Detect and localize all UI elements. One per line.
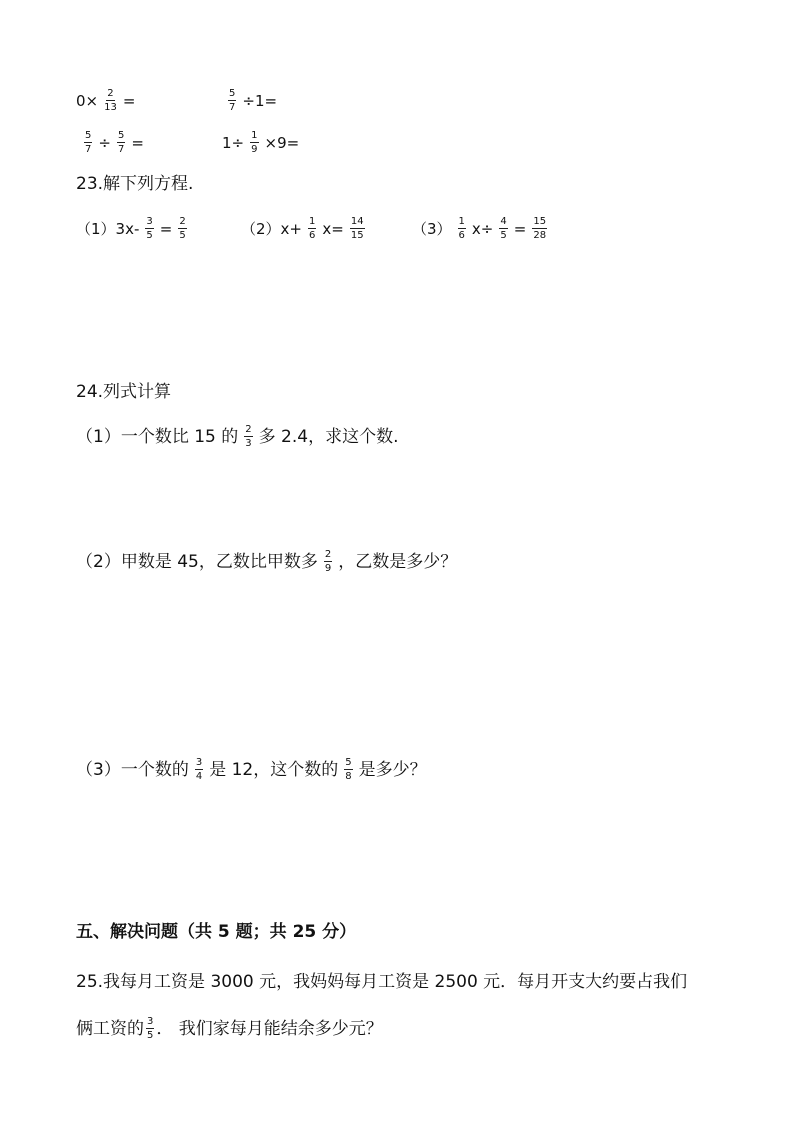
expr-text: = — [122, 91, 136, 110]
q23-eq3 — [412, 216, 553, 241]
problem-text: （1）一个数比 15 的 — [76, 426, 239, 447]
fraction: $\frac{1}{9}$ — [251, 130, 258, 155]
q22-row1-left — [76, 88, 135, 113]
problem-text: 是多少？ — [358, 759, 427, 780]
fraction: $\frac{2}{9}$ — [324, 549, 332, 574]
fraction: $\frac{14}{15}$ — [350, 216, 364, 241]
fraction: $\frac{5}{8}$ — [345, 757, 352, 782]
expr-text: = — [131, 133, 144, 152]
expr-text: 0× — [76, 91, 99, 110]
q24-part2 — [76, 549, 457, 574]
expr-text: 1÷ — [222, 133, 245, 152]
q23-heading: 23.解下列方程. — [76, 174, 194, 194]
fraction: $\frac{3}{5}$ — [146, 216, 153, 241]
fraction: $\frac{3}{5}$ — [147, 1016, 154, 1041]
fraction: $\frac{1}{6}$ — [458, 216, 465, 241]
q22-row2-right — [222, 130, 299, 155]
expr-text: x= — [322, 219, 344, 238]
q25-line2 — [76, 1016, 383, 1041]
problem-text: ． 我们家每月能结余多少元？ — [156, 1018, 383, 1039]
q22-row1-right — [222, 88, 277, 113]
fraction: $\frac{5}{7}$ — [229, 88, 236, 113]
q23-eq2 — [241, 216, 371, 241]
q23-eq1 — [76, 216, 193, 241]
fraction: $\frac{2}{13}$ — [104, 88, 117, 113]
expr-text: （3） — [412, 219, 452, 238]
q22-row2-left — [78, 130, 144, 155]
expr-text: （2）x+ — [241, 219, 302, 238]
fraction: $\frac{5}{7}$ — [117, 130, 125, 155]
fraction: $\frac{15}{28}$ — [533, 216, 547, 241]
problem-text: （3）一个数的 — [76, 759, 189, 780]
expr-text: = — [513, 219, 527, 238]
q24-heading: 24.列式计算 — [76, 382, 172, 402]
q24-part3 — [76, 757, 427, 782]
expr-text: （1）3x- — [76, 219, 140, 238]
fraction: $\frac{2}{5}$ — [179, 216, 186, 241]
fraction: $\frac{4}{5}$ — [500, 216, 507, 241]
fraction: $\frac{2}{3}$ — [245, 424, 252, 449]
fraction: $\frac{3}{4}$ — [195, 757, 203, 782]
problem-text: 是 12，这个数的 — [209, 759, 339, 780]
fraction: $\frac{5}{7}$ — [85, 130, 92, 155]
expr-text: x÷ — [471, 219, 494, 238]
section-heading: 五、解决问题（共 5 题；共 25 分） — [76, 922, 357, 942]
fraction: $\frac{1}{6}$ — [309, 216, 316, 241]
q25-line1: 25.我每月工资是 3000 元，我妈妈每月工资是 2500 元．每月开支大约要占我们 — [76, 972, 688, 992]
problem-text: （2）甲数是 45，乙数比甲数多 — [76, 551, 318, 572]
problem-text: 多 2.4，求这个数. — [258, 426, 399, 447]
expr-text: ×9= — [264, 133, 300, 152]
problem-text: ，乙数是多少？ — [338, 551, 458, 572]
problem-text: 俩工资的 — [76, 1018, 144, 1039]
expr-text: ÷ — [98, 133, 111, 152]
expr-text: = — [159, 219, 173, 238]
expr-text: ÷1= — [242, 91, 278, 110]
q24-part1 — [76, 424, 398, 449]
